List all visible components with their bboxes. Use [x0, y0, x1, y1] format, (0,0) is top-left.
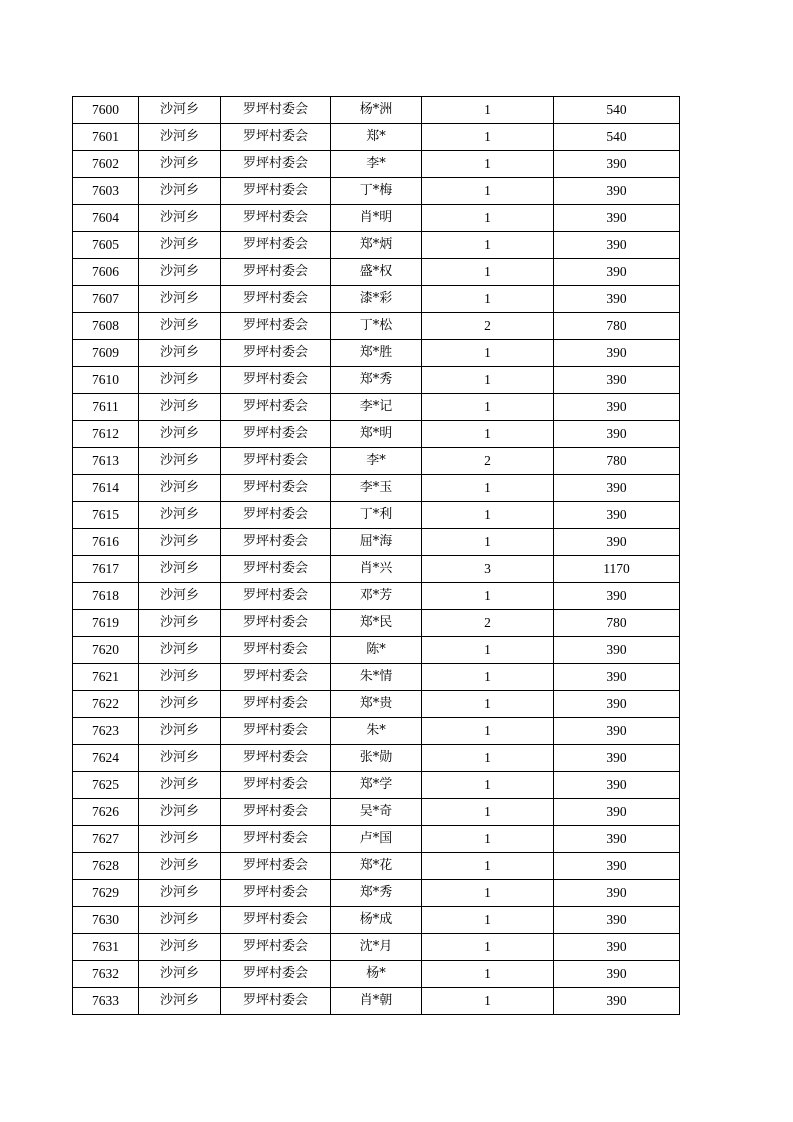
row-id-cell: 7629 [73, 880, 139, 907]
town-cell: 沙河乡 [139, 178, 221, 205]
amount-cell: 390 [554, 691, 680, 718]
count-cell: 1 [422, 664, 554, 691]
table-row [73, 988, 680, 1015]
amount-cell: 780 [554, 448, 680, 475]
village-cell: 罗坪村委会 [221, 907, 331, 934]
table-row [73, 583, 680, 610]
table-row [73, 556, 680, 583]
count-cell: 1 [422, 826, 554, 853]
amount-cell: 390 [554, 151, 680, 178]
row-id-cell: 7633 [73, 988, 139, 1015]
amount-cell: 540 [554, 124, 680, 151]
village-cell: 罗坪村委会 [221, 178, 331, 205]
person-name-cell: 杨*成 [331, 907, 422, 934]
amount-cell: 390 [554, 934, 680, 961]
village-cell: 罗坪村委会 [221, 637, 331, 664]
table-row [73, 475, 680, 502]
amount-cell: 390 [554, 367, 680, 394]
village-cell: 罗坪村委会 [221, 961, 331, 988]
person-name-cell: 郑*胜 [331, 340, 422, 367]
table-row [73, 232, 680, 259]
row-id-cell: 7617 [73, 556, 139, 583]
person-name-cell: 沈*月 [331, 934, 422, 961]
town-cell: 沙河乡 [139, 691, 221, 718]
amount-cell: 390 [554, 745, 680, 772]
amount-cell: 1170 [554, 556, 680, 583]
town-cell: 沙河乡 [139, 961, 221, 988]
count-cell: 1 [422, 151, 554, 178]
table-row [73, 745, 680, 772]
person-name-cell: 肖*兴 [331, 556, 422, 583]
amount-cell: 390 [554, 664, 680, 691]
person-name-cell: 郑*秀 [331, 880, 422, 907]
person-name-cell: 郑*学 [331, 772, 422, 799]
amount-cell: 390 [554, 853, 680, 880]
table-row [73, 718, 680, 745]
town-cell: 沙河乡 [139, 610, 221, 637]
amount-cell: 390 [554, 529, 680, 556]
table-row [73, 178, 680, 205]
amount-cell: 390 [554, 286, 680, 313]
table-row [73, 691, 680, 718]
table-row [73, 637, 680, 664]
table-row [73, 529, 680, 556]
count-cell: 2 [422, 610, 554, 637]
person-name-cell: 李*记 [331, 394, 422, 421]
town-cell: 沙河乡 [139, 151, 221, 178]
amount-cell: 390 [554, 988, 680, 1015]
row-id-cell: 7607 [73, 286, 139, 313]
village-cell: 罗坪村委会 [221, 367, 331, 394]
village-cell: 罗坪村委会 [221, 556, 331, 583]
amount-cell: 780 [554, 313, 680, 340]
amount-cell: 390 [554, 259, 680, 286]
person-name-cell: 郑*炳 [331, 232, 422, 259]
person-name-cell: 张*勋 [331, 745, 422, 772]
village-cell: 罗坪村委会 [221, 232, 331, 259]
town-cell: 沙河乡 [139, 853, 221, 880]
row-id-cell: 7620 [73, 637, 139, 664]
town-cell: 沙河乡 [139, 529, 221, 556]
amount-cell: 390 [554, 178, 680, 205]
town-cell: 沙河乡 [139, 232, 221, 259]
amount-cell: 390 [554, 799, 680, 826]
table-row [73, 205, 680, 232]
count-cell: 1 [422, 988, 554, 1015]
row-id-cell: 7605 [73, 232, 139, 259]
town-cell: 沙河乡 [139, 664, 221, 691]
person-name-cell: 丁*梅 [331, 178, 422, 205]
town-cell: 沙河乡 [139, 907, 221, 934]
row-id-cell: 7622 [73, 691, 139, 718]
person-name-cell: 李*玉 [331, 475, 422, 502]
count-cell: 1 [422, 907, 554, 934]
village-cell: 罗坪村委会 [221, 124, 331, 151]
count-cell: 1 [422, 934, 554, 961]
table-row [73, 853, 680, 880]
amount-cell: 390 [554, 826, 680, 853]
count-cell: 1 [422, 286, 554, 313]
count-cell: 1 [422, 853, 554, 880]
village-cell: 罗坪村委会 [221, 718, 331, 745]
count-cell: 3 [422, 556, 554, 583]
count-cell: 1 [422, 205, 554, 232]
table-row [73, 799, 680, 826]
table-row [73, 421, 680, 448]
table-row [73, 313, 680, 340]
person-name-cell: 郑*秀 [331, 367, 422, 394]
count-cell: 1 [422, 475, 554, 502]
row-id-cell: 7602 [73, 151, 139, 178]
count-cell: 1 [422, 718, 554, 745]
row-id-cell: 7631 [73, 934, 139, 961]
village-cell: 罗坪村委会 [221, 205, 331, 232]
village-cell: 罗坪村委会 [221, 97, 331, 124]
count-cell: 2 [422, 448, 554, 475]
amount-cell: 390 [554, 583, 680, 610]
person-name-cell: 杨*洲 [331, 97, 422, 124]
table-row [73, 340, 680, 367]
table-row [73, 124, 680, 151]
village-cell: 罗坪村委会 [221, 313, 331, 340]
amount-cell: 390 [554, 718, 680, 745]
count-cell: 1 [422, 961, 554, 988]
person-name-cell: 朱*情 [331, 664, 422, 691]
amount-cell: 390 [554, 907, 680, 934]
row-id-cell: 7603 [73, 178, 139, 205]
row-id-cell: 7610 [73, 367, 139, 394]
town-cell: 沙河乡 [139, 367, 221, 394]
town-cell: 沙河乡 [139, 718, 221, 745]
row-id-cell: 7613 [73, 448, 139, 475]
person-name-cell: 朱* [331, 718, 422, 745]
row-id-cell: 7608 [73, 313, 139, 340]
row-id-cell: 7600 [73, 97, 139, 124]
person-name-cell: 杨* [331, 961, 422, 988]
row-id-cell: 7612 [73, 421, 139, 448]
row-id-cell: 7623 [73, 718, 139, 745]
village-cell: 罗坪村委会 [221, 610, 331, 637]
village-cell: 罗坪村委会 [221, 259, 331, 286]
person-name-cell: 郑*花 [331, 853, 422, 880]
count-cell: 1 [422, 583, 554, 610]
town-cell: 沙河乡 [139, 475, 221, 502]
person-name-cell: 漆*彩 [331, 286, 422, 313]
amount-cell: 390 [554, 394, 680, 421]
village-cell: 罗坪村委会 [221, 988, 331, 1015]
town-cell: 沙河乡 [139, 637, 221, 664]
row-id-cell: 7616 [73, 529, 139, 556]
table-body [73, 97, 680, 1015]
person-name-cell: 肖*朝 [331, 988, 422, 1015]
town-cell: 沙河乡 [139, 97, 221, 124]
row-id-cell: 7621 [73, 664, 139, 691]
count-cell: 1 [422, 799, 554, 826]
table-row [73, 286, 680, 313]
village-cell: 罗坪村委会 [221, 286, 331, 313]
village-cell: 罗坪村委会 [221, 799, 331, 826]
row-id-cell: 7632 [73, 961, 139, 988]
village-cell: 罗坪村委会 [221, 529, 331, 556]
table-row [73, 259, 680, 286]
row-id-cell: 7615 [73, 502, 139, 529]
town-cell: 沙河乡 [139, 340, 221, 367]
table-row [73, 664, 680, 691]
village-cell: 罗坪村委会 [221, 826, 331, 853]
amount-cell: 390 [554, 340, 680, 367]
count-cell: 1 [422, 367, 554, 394]
count-cell: 1 [422, 880, 554, 907]
person-name-cell: 卢*国 [331, 826, 422, 853]
village-cell: 罗坪村委会 [221, 691, 331, 718]
village-cell: 罗坪村委会 [221, 394, 331, 421]
village-cell: 罗坪村委会 [221, 934, 331, 961]
row-id-cell: 7614 [73, 475, 139, 502]
town-cell: 沙河乡 [139, 745, 221, 772]
village-cell: 罗坪村委会 [221, 745, 331, 772]
count-cell: 1 [422, 97, 554, 124]
amount-cell: 390 [554, 961, 680, 988]
row-id-cell: 7630 [73, 907, 139, 934]
person-name-cell: 李* [331, 151, 422, 178]
person-name-cell: 郑*贵 [331, 691, 422, 718]
person-name-cell: 屈*海 [331, 529, 422, 556]
count-cell: 1 [422, 394, 554, 421]
town-cell: 沙河乡 [139, 583, 221, 610]
town-cell: 沙河乡 [139, 556, 221, 583]
table-row [73, 394, 680, 421]
table-row [73, 151, 680, 178]
town-cell: 沙河乡 [139, 934, 221, 961]
count-cell: 1 [422, 529, 554, 556]
data-table [72, 96, 680, 1015]
person-name-cell: 郑*明 [331, 421, 422, 448]
village-cell: 罗坪村委会 [221, 340, 331, 367]
count-cell: 1 [422, 124, 554, 151]
village-cell: 罗坪村委会 [221, 853, 331, 880]
village-cell: 罗坪村委会 [221, 475, 331, 502]
count-cell: 1 [422, 232, 554, 259]
village-cell: 罗坪村委会 [221, 502, 331, 529]
village-cell: 罗坪村委会 [221, 151, 331, 178]
row-id-cell: 7601 [73, 124, 139, 151]
person-name-cell: 郑* [331, 124, 422, 151]
table-row [73, 610, 680, 637]
amount-cell: 390 [554, 205, 680, 232]
row-id-cell: 7625 [73, 772, 139, 799]
amount-cell: 390 [554, 475, 680, 502]
amount-cell: 540 [554, 97, 680, 124]
person-name-cell: 郑*民 [331, 610, 422, 637]
town-cell: 沙河乡 [139, 448, 221, 475]
row-id-cell: 7628 [73, 853, 139, 880]
count-cell: 1 [422, 772, 554, 799]
person-name-cell: 盛*权 [331, 259, 422, 286]
count-cell: 1 [422, 340, 554, 367]
count-cell: 1 [422, 745, 554, 772]
table-row [73, 448, 680, 475]
person-name-cell: 丁*利 [331, 502, 422, 529]
person-name-cell: 邓*芳 [331, 583, 422, 610]
count-cell: 1 [422, 637, 554, 664]
table-row [73, 826, 680, 853]
amount-cell: 390 [554, 637, 680, 664]
town-cell: 沙河乡 [139, 394, 221, 421]
count-cell: 1 [422, 502, 554, 529]
amount-cell: 390 [554, 502, 680, 529]
village-cell: 罗坪村委会 [221, 880, 331, 907]
village-cell: 罗坪村委会 [221, 448, 331, 475]
row-id-cell: 7606 [73, 259, 139, 286]
amount-cell: 390 [554, 772, 680, 799]
row-id-cell: 7627 [73, 826, 139, 853]
count-cell: 2 [422, 313, 554, 340]
person-name-cell: 丁*松 [331, 313, 422, 340]
table-row [73, 907, 680, 934]
count-cell: 1 [422, 259, 554, 286]
table-row [73, 97, 680, 124]
row-id-cell: 7618 [73, 583, 139, 610]
row-id-cell: 7626 [73, 799, 139, 826]
amount-cell: 390 [554, 232, 680, 259]
table-row [73, 934, 680, 961]
town-cell: 沙河乡 [139, 799, 221, 826]
table-row [73, 880, 680, 907]
amount-cell: 780 [554, 610, 680, 637]
row-id-cell: 7611 [73, 394, 139, 421]
town-cell: 沙河乡 [139, 880, 221, 907]
town-cell: 沙河乡 [139, 205, 221, 232]
town-cell: 沙河乡 [139, 313, 221, 340]
person-name-cell: 陈* [331, 637, 422, 664]
town-cell: 沙河乡 [139, 988, 221, 1015]
village-cell: 罗坪村委会 [221, 583, 331, 610]
person-name-cell: 肖*明 [331, 205, 422, 232]
table-row [73, 772, 680, 799]
row-id-cell: 7624 [73, 745, 139, 772]
amount-cell: 390 [554, 421, 680, 448]
person-name-cell: 吴*奇 [331, 799, 422, 826]
amount-cell: 390 [554, 880, 680, 907]
town-cell: 沙河乡 [139, 502, 221, 529]
town-cell: 沙河乡 [139, 421, 221, 448]
village-cell: 罗坪村委会 [221, 772, 331, 799]
table-row [73, 367, 680, 394]
person-name-cell: 李* [331, 448, 422, 475]
town-cell: 沙河乡 [139, 826, 221, 853]
row-id-cell: 7609 [73, 340, 139, 367]
village-cell: 罗坪村委会 [221, 421, 331, 448]
table-row [73, 502, 680, 529]
row-id-cell: 7604 [73, 205, 139, 232]
town-cell: 沙河乡 [139, 124, 221, 151]
town-cell: 沙河乡 [139, 286, 221, 313]
count-cell: 1 [422, 691, 554, 718]
row-id-cell: 7619 [73, 610, 139, 637]
table-row [73, 961, 680, 988]
count-cell: 1 [422, 178, 554, 205]
count-cell: 1 [422, 421, 554, 448]
town-cell: 沙河乡 [139, 259, 221, 286]
village-cell: 罗坪村委会 [221, 664, 331, 691]
town-cell: 沙河乡 [139, 772, 221, 799]
